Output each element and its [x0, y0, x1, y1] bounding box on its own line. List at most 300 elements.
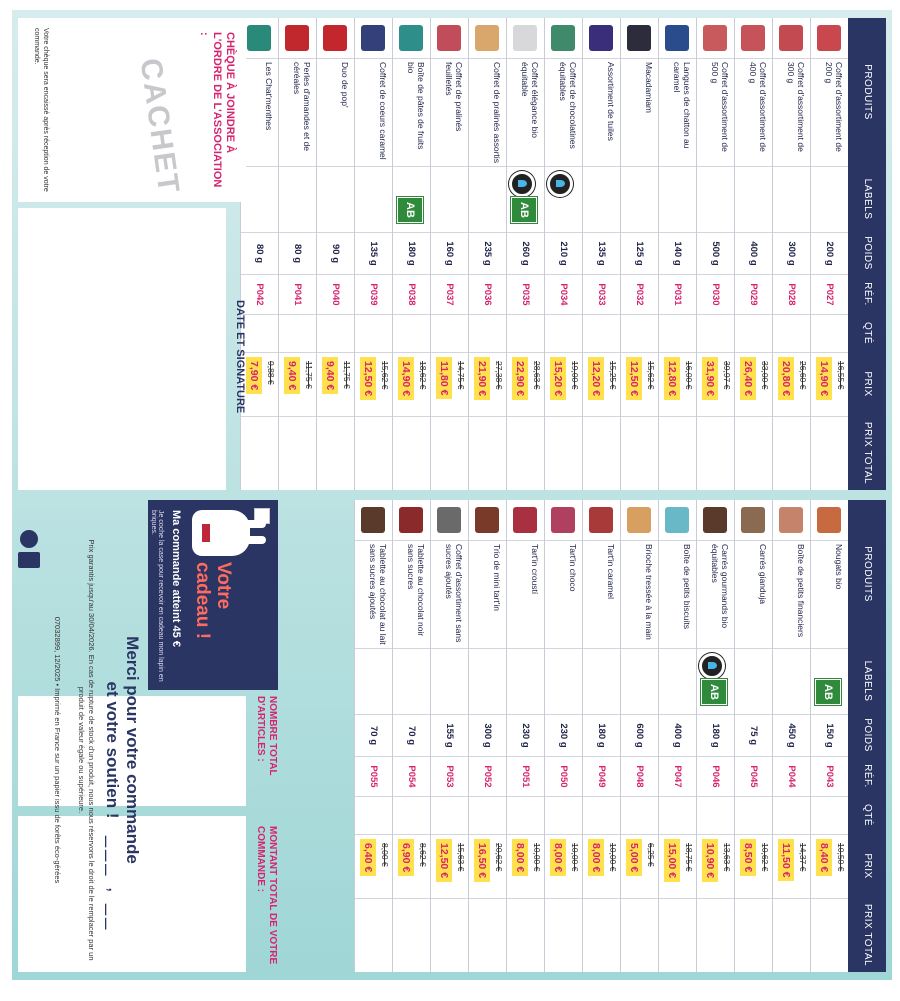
total-price-field[interactable] [317, 416, 354, 490]
price-cell [735, 352, 772, 416]
product-image-cell [355, 500, 392, 540]
old-price: 10,62 € [760, 843, 770, 872]
table-row [468, 18, 506, 490]
cheque-note: Votre chèque sera encaissé après réception de votre commande. [33, 28, 49, 192]
old-price: 8,00 € [380, 843, 390, 867]
sale-price: 12,80 € [664, 357, 680, 400]
sale-price: 20,80 € [778, 357, 794, 400]
product-image-icon [475, 25, 499, 51]
product-name: Boîte de petits financiers [773, 540, 810, 648]
total-price-field[interactable] [659, 416, 696, 490]
gift-threshold: Ma commande atteint 45 € [170, 510, 182, 647]
price-cell [507, 352, 544, 416]
sale-price: 8,40 € [816, 839, 832, 876]
product-weight: 150 g [811, 714, 848, 756]
table-row [658, 18, 696, 490]
price-cell [545, 834, 582, 898]
quantity-field[interactable] [431, 314, 468, 352]
quantity-field[interactable] [431, 796, 468, 834]
product-name: Coffret d'assortiment de 300 g [773, 58, 810, 166]
quantity-field[interactable] [621, 314, 658, 352]
old-price: 18,62 € [418, 361, 428, 390]
price-cell [545, 352, 582, 416]
product-labels [507, 166, 544, 232]
date-signature-field[interactable] [18, 208, 226, 490]
product-ref: P039 [355, 274, 392, 314]
quantity-field[interactable] [659, 796, 696, 834]
quantity-field[interactable] [393, 796, 430, 834]
product-weight: 260 g [507, 232, 544, 274]
old-price: 28,63 € [532, 361, 542, 390]
product-ref: P046 [697, 756, 734, 796]
total-price-field[interactable] [431, 416, 468, 490]
paper-icon [18, 552, 40, 568]
product-image-icon [589, 25, 613, 51]
bunny-bow-icon [202, 524, 210, 542]
product-ref: P031 [659, 274, 696, 314]
product-weight: 235 g [469, 232, 506, 274]
header-qte: QTÉ [862, 321, 873, 345]
quantity-field[interactable] [507, 314, 544, 352]
product-ref: P036 [469, 274, 506, 314]
total-price-field[interactable] [469, 898, 506, 972]
product-image-cell [773, 18, 810, 58]
product-name: Assortiment de tuiles [583, 58, 620, 166]
header-ref: RÉF. [862, 764, 873, 788]
quantity-field[interactable] [583, 796, 620, 834]
total-price-field[interactable] [393, 898, 430, 972]
product-image-cell [621, 18, 658, 58]
gift-box [148, 500, 278, 690]
total-price-field[interactable] [431, 898, 468, 972]
product-name: Coffret de pralinés feuilletés [431, 58, 468, 166]
product-weight: 160 g [431, 232, 468, 274]
table-row [734, 500, 772, 972]
product-name: Tart'in choco [545, 540, 582, 648]
product-weight: 125 g [621, 232, 658, 274]
product-weight: 500 g [697, 232, 734, 274]
product-labels [355, 648, 392, 714]
sale-price: 7,90 € [246, 357, 262, 394]
left-product-rows [240, 18, 848, 490]
total-price-field[interactable] [735, 898, 772, 972]
product-weight: 155 g [431, 714, 468, 756]
fairtrade-icon [547, 171, 573, 197]
product-image-icon [741, 25, 765, 51]
sale-price: 14,90 € [398, 357, 414, 400]
price-cell [621, 834, 658, 898]
product-weight: 400 g [659, 714, 696, 756]
product-labels [545, 648, 582, 714]
cheque-title: CHÈQUE À JOINDRE À L'ORDRE DE L'ASSOCIATION : [198, 32, 236, 188]
product-image-cell [241, 18, 278, 58]
product-weight: 180 g [393, 232, 430, 274]
product-ref: P035 [507, 274, 544, 314]
product-name: Coffret d'assortiment sans sucres ajoutés [431, 540, 468, 648]
price-cell [583, 352, 620, 416]
product-labels [735, 166, 772, 232]
header-produits: PRODUITS [862, 64, 873, 120]
quantity-field[interactable] [279, 314, 316, 352]
left-order-table [32, 18, 886, 490]
table-row [392, 18, 430, 490]
old-price: 8,62 € [418, 843, 428, 867]
product-name: Coffret de coeurs caramel [355, 58, 392, 166]
table-row [734, 18, 772, 490]
bunny-gift-icon [192, 510, 250, 556]
header-prix-total: PRIX TOTAL [862, 903, 873, 967]
product-labels [431, 166, 468, 232]
old-price: 18,75 € [684, 843, 694, 872]
quantity-field[interactable] [507, 796, 544, 834]
product-weight: 75 g [735, 714, 772, 756]
price-cell [659, 834, 696, 898]
table-row [544, 18, 582, 490]
price-cell [621, 352, 658, 416]
price-cell [469, 352, 506, 416]
table-row [430, 18, 468, 490]
sale-price: 9,40 € [284, 357, 300, 394]
quantity-field[interactable] [697, 314, 734, 352]
product-ref: P033 [583, 274, 620, 314]
product-image-cell [393, 18, 430, 58]
product-name: Coffret d'assortiment de 200 g [811, 58, 848, 166]
product-labels [393, 166, 430, 232]
price-cell [811, 834, 848, 898]
price-cell [279, 352, 316, 416]
total-price-field[interactable] [355, 416, 392, 490]
total-price-field[interactable] [621, 898, 658, 972]
table-row [658, 500, 696, 972]
old-price: 15,63 € [456, 843, 466, 872]
product-weight: 70 g [393, 714, 430, 756]
quantity-field[interactable] [735, 314, 772, 352]
cheque-box [18, 18, 246, 202]
total-price-field[interactable] [241, 416, 278, 490]
product-image-cell [735, 500, 772, 540]
table-row [772, 18, 810, 490]
product-weight: 210 g [545, 232, 582, 274]
product-image-cell [583, 18, 620, 58]
quantity-field[interactable] [811, 796, 848, 834]
quantity-field[interactable] [621, 796, 658, 834]
product-image-cell [659, 500, 696, 540]
organic-ab-icon: AB [815, 679, 841, 705]
old-price: 6,25 € [646, 843, 656, 867]
total-price-field[interactable] [469, 416, 506, 490]
product-name: Coffret d'assortiment de 400 g [735, 58, 772, 166]
product-image-cell [507, 18, 544, 58]
total-price-field[interactable] [545, 898, 582, 972]
sale-price: 12,20 € [588, 357, 604, 400]
product-ref: P041 [279, 274, 316, 314]
sale-price: 12,50 € [360, 357, 376, 400]
product-labels [545, 166, 582, 232]
total-price-field[interactable] [811, 416, 848, 490]
old-price: 14,37 € [798, 843, 808, 872]
sale-price: 8,00 € [512, 839, 528, 876]
product-image-icon [551, 507, 575, 533]
product-weight: 70 g [355, 714, 392, 756]
header-labels: LABELS [862, 660, 873, 702]
sale-price: 31,90 € [702, 357, 718, 400]
header-prix-total: PRIX TOTAL [862, 421, 873, 485]
product-labels [773, 648, 810, 714]
recycle-icon [20, 530, 38, 548]
price-cell [773, 352, 810, 416]
quantity-field[interactable] [773, 796, 810, 834]
table-row [620, 500, 658, 972]
price-cell [773, 834, 810, 898]
product-image-cell [811, 500, 848, 540]
old-price: 16,00 € [684, 361, 694, 390]
table-row [544, 500, 582, 972]
product-weight: 230 g [507, 714, 544, 756]
total-price-field[interactable] [583, 416, 620, 490]
product-ref: P054 [393, 756, 430, 796]
product-image-icon [285, 25, 309, 51]
product-ref: P037 [431, 274, 468, 314]
product-name: Tablette au chocolat noir sans sucres [393, 540, 430, 648]
product-name: Les Chat'menthes [241, 58, 278, 166]
old-price: 39,97 € [722, 361, 732, 390]
old-price: 10,00 € [608, 843, 618, 872]
quantity-field[interactable] [583, 314, 620, 352]
product-name: Carrés gourmands bio équitables [697, 540, 734, 648]
price-cell [393, 834, 430, 898]
total-price-field[interactable] [773, 898, 810, 972]
total-price-field[interactable] [697, 898, 734, 972]
fairtrade-icon [699, 653, 725, 679]
totals-labels [256, 696, 278, 972]
product-labels [697, 648, 734, 714]
product-labels [697, 166, 734, 232]
quantity-field[interactable] [545, 314, 582, 352]
table-row [582, 18, 620, 490]
sale-price: 8,50 € [740, 839, 756, 876]
gift-instruction: Je coche la case pour recevoir en cadeau mon lapin en briques. [150, 510, 164, 682]
total-price-field[interactable] [393, 416, 430, 490]
total-price-field[interactable] [811, 898, 848, 972]
product-name: Tart'in croustí [507, 540, 544, 648]
product-image-cell [431, 18, 468, 58]
product-image-cell [393, 500, 430, 540]
sale-price: 12,50 € [626, 357, 642, 400]
sale-price: 5,00 € [626, 839, 642, 876]
product-image-cell [697, 18, 734, 58]
header-labels: LABELS [862, 178, 873, 220]
product-image-cell [697, 500, 734, 540]
product-ref: P052 [469, 756, 506, 796]
product-labels [659, 166, 696, 232]
table-row [772, 500, 810, 972]
price-cell [393, 352, 430, 416]
product-image-icon [361, 25, 385, 51]
product-name: Boîte de pâtes de fruits bio [393, 58, 430, 166]
price-cell [355, 834, 392, 898]
total-price-field[interactable] [279, 416, 316, 490]
price-cell [469, 834, 506, 898]
table-row [430, 500, 468, 972]
quantity-field[interactable] [545, 796, 582, 834]
eco-logos [16, 530, 40, 570]
old-price: 15,62 € [380, 361, 390, 390]
quantity-field[interactable] [241, 314, 278, 352]
old-price: 10,00 € [570, 843, 580, 872]
total-price-field[interactable] [507, 898, 544, 972]
product-weight: 135 g [355, 232, 392, 274]
product-image-icon [627, 507, 651, 533]
total-price-field[interactable] [507, 416, 544, 490]
product-image-icon [247, 25, 271, 51]
product-image-icon [475, 507, 499, 533]
table-row [810, 500, 848, 972]
total-price-field[interactable] [545, 416, 582, 490]
price-cell [431, 352, 468, 416]
sale-price: 10,90 € [702, 839, 718, 882]
quantity-field[interactable] [469, 314, 506, 352]
sale-price: 8,00 € [550, 839, 566, 876]
product-weight: 80 g [241, 232, 278, 274]
price-guarantee-note: Prix garantis jusqu'au 30/04/2026. En cas de rupture de stock d'un produit, nous nous réservons le droit de le remplacer par un produit de valeur égale ou supérieure. [77, 539, 96, 961]
product-image-icon [665, 507, 689, 533]
product-name: Macadamiam [621, 58, 658, 166]
quantity-field[interactable] [697, 796, 734, 834]
amount-placeholder: ___ , __ [104, 836, 126, 933]
product-labels [583, 648, 620, 714]
product-weight: 90 g [317, 232, 354, 274]
product-image-icon [513, 507, 537, 533]
product-labels [659, 648, 696, 714]
product-image-cell [279, 18, 316, 58]
product-ref: P029 [735, 274, 772, 314]
product-weight: 135 g [583, 232, 620, 274]
header-prix: PRIX [862, 853, 873, 879]
price-cell [697, 834, 734, 898]
table-row [620, 18, 658, 490]
product-ref: P034 [545, 274, 582, 314]
quantity-field[interactable] [735, 796, 772, 834]
quantity-field[interactable] [355, 796, 392, 834]
product-weight: 180 g [697, 714, 734, 756]
total-price-field[interactable] [355, 898, 392, 972]
price-cell [507, 834, 544, 898]
date-signature-label: DATE ET SIGNATURE [234, 300, 246, 414]
sale-price: 6,90 € [398, 839, 414, 876]
sale-price: 12,50 € [436, 839, 452, 882]
product-image-cell [355, 18, 392, 58]
table-row [582, 500, 620, 972]
old-price: 33,00 € [760, 361, 770, 390]
product-image-icon [399, 507, 423, 533]
old-price: 27,38 € [494, 361, 504, 390]
quantity-field[interactable] [469, 796, 506, 834]
product-image-cell [317, 18, 354, 58]
product-labels [279, 166, 316, 232]
organic-ab-icon: AB [511, 197, 537, 223]
product-image-cell [811, 18, 848, 58]
product-image-icon [741, 507, 765, 533]
cachet-stamp: CACHET [133, 56, 186, 197]
thank-you-line2: et votre soutien ! [103, 681, 122, 819]
old-price: 15,62 € [646, 361, 656, 390]
table-row [506, 500, 544, 972]
old-price: 14,75 € [456, 361, 466, 390]
total-price-field[interactable] [735, 416, 772, 490]
table-row [278, 18, 316, 490]
product-image-icon [779, 25, 803, 51]
sale-price: 6,40 € [360, 839, 376, 876]
product-ref: P050 [545, 756, 582, 796]
table-row [810, 18, 848, 490]
product-ref: P038 [393, 274, 430, 314]
product-ref: P045 [735, 756, 772, 796]
product-labels [735, 648, 772, 714]
old-price: 15,25 € [608, 361, 618, 390]
old-price: 26,60 € [798, 361, 808, 390]
product-labels [469, 166, 506, 232]
product-image-cell [773, 500, 810, 540]
quantity-field[interactable] [355, 314, 392, 352]
sale-price: 15,00 € [664, 839, 680, 882]
gift-title-line2: cadeau ! [192, 562, 213, 640]
product-labels [811, 648, 848, 714]
product-weight: 400 g [735, 232, 772, 274]
sale-price: 11,50 € [778, 839, 794, 881]
quantity-field[interactable] [393, 314, 430, 352]
product-ref: P055 [355, 756, 392, 796]
product-image-cell [735, 18, 772, 58]
quantity-field[interactable] [317, 314, 354, 352]
product-name: Coffret d'assortiment de 500 g [697, 58, 734, 166]
old-price: 10,00 € [532, 843, 542, 872]
fairtrade-icon [509, 171, 535, 197]
total-price-field[interactable] [659, 898, 696, 972]
product-image-icon [513, 25, 537, 51]
product-image-icon [361, 507, 385, 533]
old-price: 9,88 € [266, 361, 276, 385]
product-weight: 300 g [773, 232, 810, 274]
sale-price: 14,90 € [816, 357, 832, 400]
quantity-field[interactable] [659, 314, 696, 352]
header-prix: PRIX [862, 371, 873, 397]
product-image-icon [817, 507, 841, 533]
total-price-field[interactable] [773, 416, 810, 490]
product-image-icon [779, 507, 803, 533]
print-note: 07032899, 12/2025 • Imprimé en France sur un papier issu de forêts éco-gérées [53, 616, 62, 884]
quantity-field[interactable] [811, 314, 848, 352]
table-header [848, 500, 886, 972]
quantity-field[interactable] [773, 314, 810, 352]
price-cell [697, 352, 734, 416]
gift-title-line1: Votre [213, 562, 234, 610]
old-price: 13,63 € [722, 843, 732, 872]
product-image-cell [431, 500, 468, 540]
product-ref: P032 [621, 274, 658, 314]
table-row [506, 18, 544, 490]
product-image-icon [589, 507, 613, 533]
total-price-field[interactable] [697, 416, 734, 490]
product-labels [621, 648, 658, 714]
product-image-icon [627, 25, 651, 51]
price-cell [431, 834, 468, 898]
total-price-field[interactable] [583, 898, 620, 972]
total-price-field[interactable] [621, 416, 658, 490]
product-ref: P048 [621, 756, 658, 796]
header-produits: PRODUITS [862, 546, 873, 602]
product-weight: 200 g [811, 232, 848, 274]
product-weight: 450 g [773, 714, 810, 756]
